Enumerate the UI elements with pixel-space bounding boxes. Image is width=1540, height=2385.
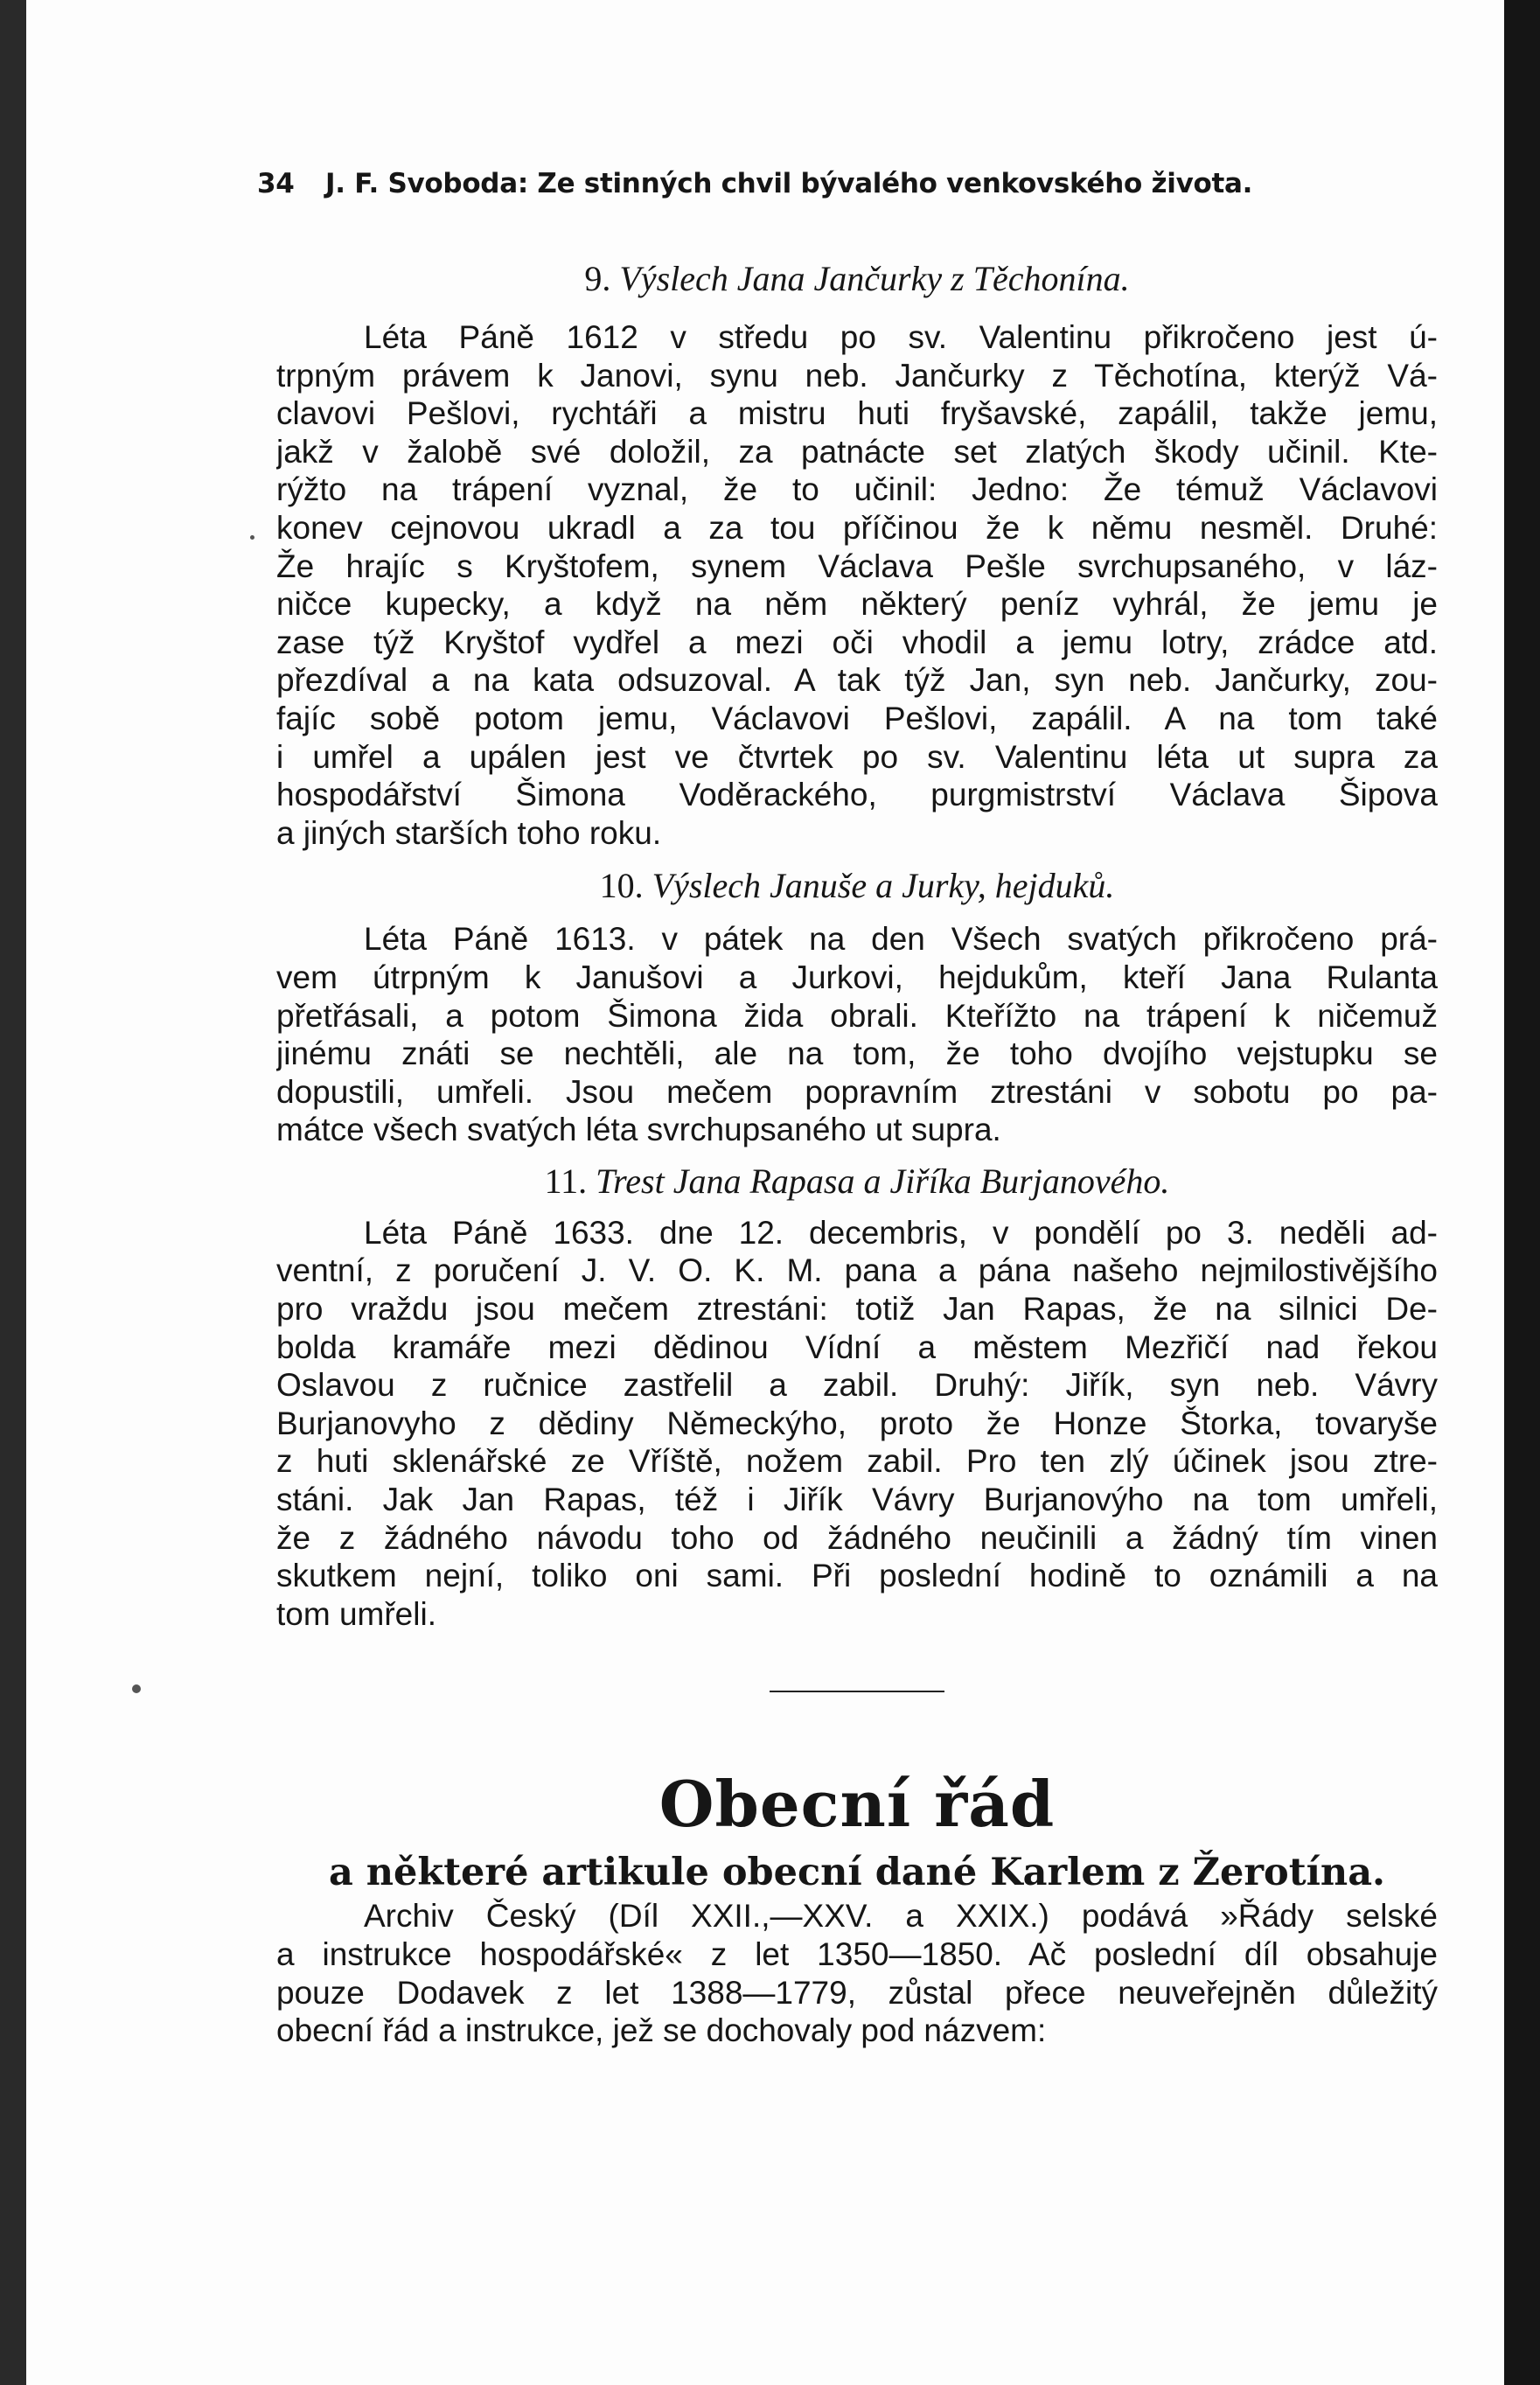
text-line: přezdíval a na kata odsuzoval. A tak týž Jan, syn neb. Jančurky, zou- <box>276 662 1438 699</box>
text-line: Archiv Český (Díl XXII.,—XXV. a XXIX.) podává »Řády selské <box>364 1898 1438 1935</box>
text-line: z huti sklenářské ze Vříště, nožem zabil. Pro ten zlý účinek jsou ztre- <box>276 1443 1438 1480</box>
text-line: dopustili, umřeli. Jsou mečem popravním ztrestáni v sobotu po pa- <box>276 1073 1438 1110</box>
page-content <box>257 166 1438 2050</box>
text-line: pouze Dodavek z let 1388—1779, zůstal přece neuveřejněn důležitý <box>276 1974 1438 2011</box>
section-number: 9. <box>584 259 611 298</box>
text-line: tom umřeli. <box>276 1595 436 1632</box>
text-line: přetřásali, a potom Šimona žida obrali. Kteřížto na trápení k ničemuž <box>276 997 1438 1034</box>
text-line: obecní řád a instrukce, jež se dochovaly pod názvem: <box>276 2012 1047 2049</box>
section-number: 11. <box>544 1161 588 1201</box>
text-line: mátce všech svatých léta svrchupsaného ut supra. <box>276 1112 1001 1148</box>
text-line: zase týž Kryštof vydřel a mezi oči vhodil a jemu lotry, zrádce atd. <box>276 624 1438 660</box>
text-line: rýžto na trápení vyznal, že to učinil: Jedno: Že témuž Václavovi <box>276 471 1438 508</box>
section-9-heading <box>276 259 1438 299</box>
margin-dot <box>250 535 254 540</box>
section-10-paragraph <box>276 920 1438 1149</box>
article-subtitle: a některé artikule obecní dané Karlem z Žerotína. <box>328 1851 1386 1895</box>
text-line: že z žádného návodu toho od žádného neučinili a žádný tím vinen <box>276 1519 1438 1556</box>
text-line: Oslavou z ručnice zastřelil a zabil. Druhý: Jiřík, syn neb. Vávry <box>276 1367 1438 1404</box>
article-title: Obecní řád <box>659 1767 1056 1842</box>
section-divider <box>770 1691 944 1692</box>
text-line: a jiných starších toho roku. <box>276 814 662 851</box>
text-line: Burjanovyho z dědiny Německýho, proto že Honze Štorka, tovaryše <box>276 1405 1438 1441</box>
text-line: Léta Páně 1613. v pátek na den Všech svatých přikročeno prá- <box>364 921 1438 958</box>
running-head <box>257 166 1438 201</box>
text-line: pro vraždu jsou mečem ztrestáni: totiž Jan Rapas, že na silnici De- <box>276 1291 1438 1328</box>
text-line: hospodářství Šimona Voděrackého, purgmistrství Václava Šipova <box>276 777 1438 813</box>
section-10-heading <box>276 866 1438 906</box>
text-line: skutkem nejní, toliko oni sami. Při poslední hodině to oznámili a na <box>276 1558 1438 1594</box>
text-line: bolda kramáře mezi dědinou Vídní a městem Mezřičí nad řekou <box>276 1328 1438 1365</box>
text-line: a instrukce hospodářské« z let 1350—1850. Ač poslední díl obsahuje <box>276 1936 1438 1972</box>
text-line: Léta Páně 1633. dne 12. decembris, v pondělí po 3. neděli ad- <box>364 1214 1438 1251</box>
section-title: Výslech Jana Jančurky z Těchonína. <box>619 259 1130 298</box>
running-head-text: J. F. Svoboda: Ze stinných chvil bývalého venkovského života. <box>325 168 1253 199</box>
text-line: trpným právem k Janovi, synu neb. Jančurky z Těchotína, kterýž Vá- <box>276 357 1438 394</box>
text-line: ničce kupecky, a když na něm některý peníz vyhrál, že jemu je <box>276 586 1438 623</box>
text-line: fajíc sobě potom jemu, Václavovi Pešlovi, zapálil. A na tom také <box>276 700 1438 736</box>
article-paragraph <box>276 1897 1438 2049</box>
text-line: jakž v žalobě své doložil, za patnácte set zlatých škody učinil. Kte- <box>276 433 1438 470</box>
text-line: stáni. Jak Jan Rapas, též i Jiřík Vávry Burjanovýho na tom umřeli, <box>276 1482 1438 1518</box>
page-number: 34 <box>257 168 295 199</box>
text-line: i umřel a upálen jest ve čtvrtek po sv. Valentinu léta ut supra za <box>276 738 1438 775</box>
text-line: clavovi Pešlovi, rychtáři a mistru huti fryšavské, zapálil, takže jemu, <box>276 395 1438 432</box>
section-title: Výslech Januše a Jurky, hejduků. <box>652 866 1115 906</box>
section-11-paragraph <box>276 1214 1438 1634</box>
text-line: konev cejnovou ukradl a za tou příčinou že k němu nesměl. Druhé: <box>276 509 1438 546</box>
text-line: ventní, z poručení J. V. O. K. M. pana a pána našeho nejmilostivějšího <box>276 1252 1438 1289</box>
section-title: Trest Jana Rapasa a Jiříka Burjanového. <box>596 1161 1170 1201</box>
section-number: 10. <box>599 866 644 906</box>
text-line: Že hrajíc s Kryštofem, synem Václava Pešle svrchupsaného, v láz- <box>276 547 1438 584</box>
text-line: Léta Páně 1612 v středu po sv. Valentinu přikročeno jest ú- <box>364 319 1438 355</box>
margin-dot <box>132 1684 141 1693</box>
scan-border <box>1504 0 1540 2385</box>
section-9-paragraph <box>276 318 1438 852</box>
text-line: vem útrpným k Janušovi a Jurkovi, hejdukům, kteří Jana Rulanta <box>276 959 1438 995</box>
book-page <box>26 0 1504 2385</box>
section-11-heading <box>276 1161 1438 1202</box>
text-line: jinému znáti se nechtěli, ale na tom, že toho dvojího vejstupku se <box>276 1036 1438 1072</box>
